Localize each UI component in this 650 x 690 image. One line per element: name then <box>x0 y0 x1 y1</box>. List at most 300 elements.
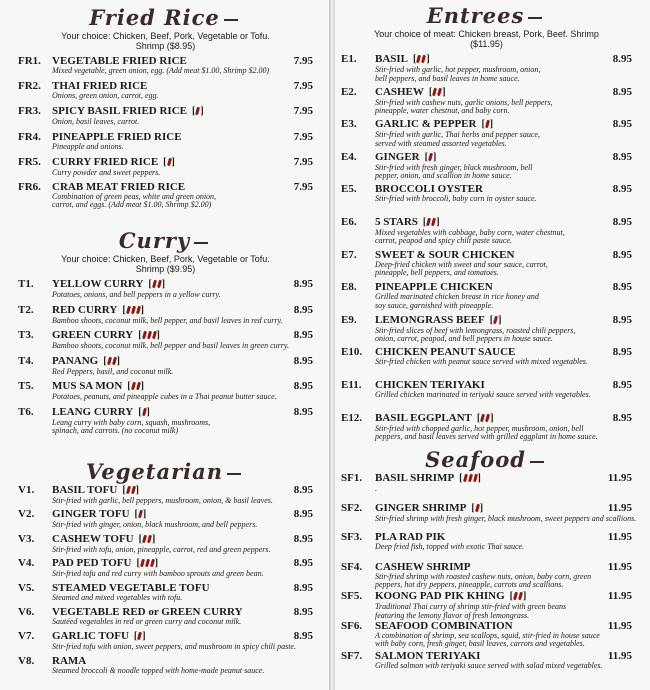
item-name-text: PAD PED TOFU <box>52 557 132 570</box>
item-description: peppers, hot dry peppers, pineapple, carrots and scallions. <box>375 580 564 590</box>
item-price: 11.95 <box>607 501 632 514</box>
item-price: 8.95 <box>612 118 632 131</box>
chili-pepper-icon <box>136 305 141 314</box>
item-code: E5. <box>341 183 357 196</box>
item-name <box>375 314 602 327</box>
item-body <box>375 531 602 552</box>
item-code: V3. <box>18 532 35 545</box>
item-name-text: LEANG CURRY <box>52 405 134 418</box>
item-code: V6. <box>18 605 35 618</box>
item-name-text: LEMONGRASS BEEF <box>375 313 485 326</box>
chili-pepper-icon <box>142 331 147 340</box>
spicy-rating: [ ] <box>481 119 494 131</box>
item-body <box>52 380 283 402</box>
item-code: E11. <box>341 378 362 391</box>
item-description: carrot, and eggs. (Add meat $1.00, Shrimp $2.00) <box>52 200 212 210</box>
item-code: E7. <box>341 248 357 261</box>
section-title <box>18 229 313 253</box>
chili-pepper-icon <box>463 474 468 483</box>
item-description: Stir-fried with broccoli, baby corn in oyster sauce. <box>375 194 537 204</box>
item-name-text: BROCCOLI OYSTER <box>375 183 483 196</box>
chili-pepper-icon <box>131 486 136 495</box>
item-name <box>375 561 602 573</box>
item-price: 8.95 <box>612 248 632 261</box>
spicy-rating: [ ] <box>471 502 484 514</box>
item-price: 8.95 <box>293 354 313 367</box>
item-body <box>375 472 602 494</box>
item-name-text: CHICKEN PEANUT SAUCE <box>375 346 516 359</box>
item-code: T4. <box>18 354 34 367</box>
item-code: V4. <box>18 557 35 570</box>
chili-pepper-icon <box>485 413 490 422</box>
item-price: 8.95 <box>293 605 313 618</box>
item-description: peppers, and basil leaves served with grilled eggplant in home sauce. <box>375 432 598 442</box>
item-body <box>375 314 602 344</box>
chili-pepper-icon <box>513 592 518 601</box>
item-body <box>375 281 602 310</box>
menu-item <box>18 630 313 654</box>
item-description: featuring the lemony flavor of fresh lemongrass. <box>375 610 530 620</box>
item-description: Steamed and mixed vegetables with tofu. <box>52 592 183 602</box>
chili-pepper-icon <box>167 157 172 166</box>
item-name-text: PINEAPPLE CHICKEN <box>375 281 493 294</box>
item-body <box>375 151 602 181</box>
menu-item <box>18 557 313 581</box>
section-title-text: Fried Rice <box>89 5 220 30</box>
item-name <box>52 355 283 368</box>
menu-item <box>18 380 313 406</box>
item-code: E9. <box>341 313 357 326</box>
menu-item <box>18 278 313 304</box>
chili-pepper-icon <box>485 120 490 129</box>
spicy-rating: [ ] <box>127 381 144 392</box>
item-name <box>375 151 602 164</box>
item-description: Onions, green onion, carrot, egg. <box>52 91 159 101</box>
item-description: Stir-fried shrimp with roasted cashew nuts, onion, baby corn, green <box>375 571 592 581</box>
item-price: 8.95 <box>293 484 313 496</box>
menu-item <box>18 582 313 606</box>
item-description: Grilled chicken marinated in teriyaki sauce served with vegetables. <box>375 389 591 399</box>
item-body <box>375 249 602 278</box>
item-description: soy sauce, garnished with pineapple. <box>375 300 494 310</box>
item-code: SF2. <box>341 501 363 514</box>
item-description: Bamboo shoots, coconut milk, bell pepper and basil leaves in green curry. <box>52 341 289 350</box>
item-body <box>375 561 602 590</box>
item-body <box>375 412 602 442</box>
spicy-rating: [ ] <box>413 54 430 65</box>
spicy-rating: [ ] <box>148 279 166 290</box>
item-name <box>375 412 602 425</box>
item-description: served with steamed assorted vegetables. <box>375 138 507 148</box>
section-title-text: Vegetarian <box>86 459 223 484</box>
menu-item <box>18 655 313 679</box>
menu-item <box>341 620 632 650</box>
item-price: 11.95 <box>607 590 632 603</box>
item-body <box>375 346 602 367</box>
item-body <box>52 80 283 101</box>
item-description: Stir-fried chicken with peanut sauce served with mixed vegetables. <box>375 357 588 367</box>
menu-item <box>341 216 632 249</box>
chili-pepper-icon <box>437 87 442 96</box>
spicy-rating: [ ] <box>163 156 175 168</box>
item-body <box>375 183 602 204</box>
spicy-rating: [ ] <box>133 631 146 643</box>
spicy-rating: [ ] <box>136 558 159 570</box>
menu-item <box>341 472 632 502</box>
item-description: bell peppers, and basil leaves in home sauce. <box>375 73 520 83</box>
item-description: Red Peppers, basil, and coconut milk. <box>52 366 174 376</box>
item-description: Stir-fried tofu with onion, sweet peppers, and mushroom in spicy chili paste. <box>52 642 296 652</box>
item-price: 11.95 <box>607 472 632 484</box>
item-name-text: PANANG <box>52 354 99 367</box>
item-body <box>375 379 602 400</box>
spicy-rating: [ ] <box>122 304 144 316</box>
item-price: 11.95 <box>607 619 632 632</box>
chili-pepper-icon <box>126 305 131 314</box>
menu-item <box>18 180 313 210</box>
item-name-text: BASIL SHRIMP <box>375 472 455 484</box>
item-description: Pineapple and onions. <box>52 141 124 151</box>
menu-item <box>341 590 632 620</box>
item-name-text: GINGER SHRIMP <box>375 501 467 514</box>
item-name-text: CASHEW SHRIMP <box>375 560 471 573</box>
title-swash-icon <box>528 17 542 19</box>
item-name-text: 5 STARS <box>375 215 418 228</box>
item-code: FR6. <box>18 180 41 193</box>
item-body <box>375 86 602 116</box>
menu-item <box>341 650 632 680</box>
item-code: V7. <box>18 630 35 643</box>
item-name <box>52 156 283 169</box>
item-body <box>52 105 283 127</box>
item-description: Stir-fried shrimp with fresh ginger, black mushroom, sweet peppers and scallions. <box>375 513 637 523</box>
item-description: A combination of shrimp, sea scallops, squid, stir-fried in house sauce <box>375 630 600 640</box>
item-name-text: VEGETABLE RED or GREEN CURRY <box>52 605 243 618</box>
item-code: E8. <box>341 281 357 294</box>
item-code: SF4. <box>341 560 363 573</box>
item-price: 8.95 <box>612 281 632 294</box>
item-description: Stir-fried with ginger, onion, black mushroom, and bell peppers. <box>52 520 258 530</box>
item-body <box>375 53 602 83</box>
item-description: Mixed vegetable, green onion, egg. (Add meat $1.00, Shrimp $2.00) <box>52 66 270 75</box>
item-name-text: BASIL TOFU <box>52 484 118 496</box>
chili-pepper-icon <box>147 331 152 340</box>
chili-pepper-icon <box>142 407 147 416</box>
item-body <box>52 533 283 555</box>
menu-item-list <box>341 472 637 679</box>
item-description: carrot, peapod and spicy chili paste sauce. <box>375 236 513 246</box>
item-body <box>52 131 283 152</box>
item-body <box>375 590 602 620</box>
item-body <box>52 181 283 210</box>
menu-item <box>18 484 313 508</box>
item-code: SF6. <box>341 619 363 632</box>
section-title-text: Entrees <box>426 3 525 28</box>
item-name-text: BASIL EGGPLANT <box>375 411 472 424</box>
item-price: 8.95 <box>293 380 313 392</box>
item-price: 7.95 <box>293 130 313 143</box>
item-code: SF5. <box>341 590 363 603</box>
item-price: 8.95 <box>612 313 632 326</box>
item-body <box>52 557 283 579</box>
menu-item <box>341 412 632 445</box>
menu-item <box>18 80 313 105</box>
item-body <box>52 630 296 652</box>
item-price: 8.95 <box>612 411 632 424</box>
spicy-rating: [ ] <box>138 406 150 418</box>
chili-pepper-icon <box>140 559 145 568</box>
item-description: Stir-fried with garlic, hot pepper, mushroom, onion, <box>375 65 541 74</box>
item-description: Traditional Thai curry of shrimp stir-fried with green beans <box>375 602 567 612</box>
menu-item <box>18 606 313 630</box>
item-price: 8.95 <box>293 630 313 643</box>
item-name-text: CRAB MEAT FRIED RICE <box>52 180 186 193</box>
item-code: FR3. <box>18 105 41 118</box>
item-body <box>52 278 283 300</box>
chili-pepper-icon <box>137 632 142 641</box>
item-price: 7.95 <box>293 105 313 118</box>
chili-pepper-icon <box>475 503 480 512</box>
item-name-text: GREEN CURRY <box>52 329 134 341</box>
menu-item <box>341 151 632 184</box>
spicy-rating: [ ] <box>122 485 140 496</box>
chili-pepper-icon <box>138 510 143 519</box>
item-name-text: GARLIC & PEPPER <box>375 118 477 131</box>
spicy-rating: [ ] <box>476 412 494 424</box>
item-body <box>52 582 283 603</box>
item-name <box>52 406 283 419</box>
menu-section-fried-rice <box>18 5 313 210</box>
chili-pepper-icon <box>126 486 131 495</box>
item-name <box>52 655 283 667</box>
item-name-text: GINGER TOFU <box>52 508 130 521</box>
menu-item <box>18 533 313 557</box>
item-name <box>375 650 602 662</box>
item-price: 11.95 <box>607 560 632 573</box>
section-choice-note: Your choice of meat: Chicken breast, Pork, Beef. Shrimp ($11.95) <box>374 29 599 49</box>
item-description: Stir-fried tofu and red curry with bamboo sprouts and green bean. <box>52 569 264 579</box>
title-swash-icon <box>530 461 544 463</box>
item-price: 7.95 <box>293 155 313 168</box>
menu-item <box>18 355 313 381</box>
chili-pepper-icon <box>150 559 155 568</box>
item-name-text: SWEET & SOUR CHICKEN <box>375 248 515 261</box>
item-code: FR2. <box>18 80 41 93</box>
item-name-text: THAI FRIED RICE <box>52 80 148 93</box>
spicy-rating: [ ] <box>134 509 147 521</box>
item-name-text: SEAFOOD COMBINATION <box>375 619 513 632</box>
item-description: Stir-fried with chopped garlic, hot pepper, mushroom, onion, bell <box>375 423 584 433</box>
chili-pepper-icon <box>152 331 157 340</box>
item-name <box>375 249 602 261</box>
item-name <box>375 502 602 515</box>
item-description: Onion, basil leaves, carrot. <box>52 117 140 127</box>
menu-item <box>18 508 313 532</box>
chili-pepper-icon <box>468 474 473 483</box>
item-description: Mixed vegetables with cabbage, baby corn, water chestnut, <box>375 227 565 237</box>
item-description: Stir-fried with fresh ginger, black mushroom, bell <box>375 162 533 172</box>
chili-pepper-icon <box>493 315 498 324</box>
item-name-text: MUS SA MON <box>52 380 123 392</box>
chili-pepper-icon <box>107 356 112 365</box>
item-name <box>52 131 283 143</box>
item-price: 8.95 <box>293 303 313 316</box>
item-body <box>52 606 283 627</box>
item-body <box>52 484 283 506</box>
menu-section-curry <box>18 228 313 435</box>
spicy-rating: [ ] <box>138 533 156 545</box>
section-title-text: Curry <box>118 228 191 253</box>
item-description: Sautéed vegetables in red or green curry and coconut milk. <box>52 616 242 626</box>
item-code: SF1. <box>341 472 363 484</box>
spicy-rating: [ ] <box>459 473 481 484</box>
menu-section-entrees <box>341 4 632 444</box>
chili-pepper-icon <box>157 280 162 289</box>
menu-item <box>18 55 313 80</box>
item-description: Deep fried fish, topped with exotic Thai sauce. <box>375 542 525 552</box>
item-code: FR1. <box>18 55 41 67</box>
item-name-text: RED CURRY <box>52 303 118 316</box>
item-code: E10. <box>341 346 363 359</box>
menu-item <box>341 249 632 282</box>
chili-pepper-icon <box>145 559 150 568</box>
item-price: 8.95 <box>612 53 632 65</box>
item-description: Stir-fried slices of beef with lemongrass, roasted chili peppers, <box>375 325 576 335</box>
section-title <box>341 4 632 28</box>
item-price: 8.95 <box>612 346 632 359</box>
item-body <box>52 406 283 436</box>
item-name <box>52 304 283 317</box>
item-description: Bamboo shoots, coconut milk, bell pepper, and basil leaves in red curry. <box>52 315 283 325</box>
spicy-rating: [ ] <box>103 355 120 367</box>
item-price: 8.95 <box>293 329 313 341</box>
menu-item <box>18 329 313 355</box>
item-name <box>52 582 283 594</box>
item-description: pineapple, water chestnut, and baby corn. <box>375 106 510 116</box>
item-name-text: STEAMED VEGETABLE TOFU <box>52 581 210 594</box>
item-description: Stir-fried with cashew nuts, garlic onions, bell peppers, <box>375 97 553 107</box>
item-code: E12. <box>341 411 363 424</box>
item-body <box>52 55 283 76</box>
menu-item <box>341 346 632 379</box>
item-name <box>52 533 283 546</box>
item-body <box>375 650 602 671</box>
item-name-text: CURRY FRIED RICE <box>52 155 159 168</box>
item-description: Deep-fried chicken with sweet and sour sauce, carrot, <box>375 259 548 269</box>
menu-item <box>341 501 637 532</box>
chili-pepper-icon <box>152 280 157 289</box>
menu-item <box>341 86 632 119</box>
item-description: Grilled salmon with teriyaki sauce served with salad mixed vegetables. <box>375 660 603 670</box>
item-body <box>375 620 602 649</box>
section-title-text: Seafood <box>425 447 526 472</box>
item-code: V8. <box>18 654 35 667</box>
item-description: Leang curry with baby corn, squash, mushrooms, <box>52 417 211 427</box>
menu-item <box>341 281 632 314</box>
section-choice-note: Your choice: Chicken, Beef, Pork, Vegetable or Tofu. Shrimp ($8.95) <box>61 31 270 51</box>
item-price: 11.95 <box>607 531 632 544</box>
section-title <box>18 460 313 484</box>
item-description: Combination of green peas, white and green onion, <box>52 191 217 201</box>
item-name <box>375 86 602 99</box>
item-name-text: KOONG PAD PIK KHING <box>375 590 505 603</box>
item-price: 7.95 <box>293 55 313 67</box>
item-code: E6. <box>341 215 357 228</box>
menu-item <box>18 304 313 330</box>
menu-item-list <box>341 53 632 444</box>
menu-item <box>341 561 632 591</box>
item-body <box>52 329 289 351</box>
item-code: E4. <box>341 150 357 163</box>
item-description: Stir-fried with tofu, onion, pineapple, carrot, red and green peppers. <box>52 544 271 554</box>
item-description: pineapple, bell peppers, and tomatoes. <box>375 268 499 278</box>
menu-item-list <box>18 55 313 210</box>
item-body <box>52 304 283 326</box>
spicy-rating: [ ] <box>422 216 440 228</box>
item-description: Potatoes, peanuts, and pineapple cubes in a Thai peanut butter sauce. <box>52 392 277 401</box>
item-name-text: YELLOW CURRY <box>52 278 144 290</box>
spicy-rating: [ ] <box>489 314 502 326</box>
item-description: onion, carrot, peapod, and bell peppers in house sauce. <box>375 334 553 344</box>
item-code: V5. <box>18 581 35 594</box>
title-swash-icon <box>227 473 241 475</box>
item-price: 8.95 <box>612 183 632 196</box>
item-description: Potatoes, onions, and bell peppers in a yellow curry. <box>52 290 221 299</box>
item-price: 8.95 <box>293 532 313 545</box>
menu-item <box>18 405 313 435</box>
item-price: 8.95 <box>293 278 313 290</box>
item-code: V1. <box>18 484 35 496</box>
item-code: T6. <box>18 405 34 418</box>
item-code: FR4. <box>18 130 41 143</box>
item-description: pepper, onion, and scallion in home sauce. <box>375 171 512 181</box>
item-price: 11.95 <box>607 649 632 662</box>
section-title <box>18 6 313 30</box>
title-swash-icon <box>224 19 238 21</box>
chili-pepper-icon <box>131 382 136 391</box>
item-code: SF3. <box>341 531 363 544</box>
item-price: 8.95 <box>612 215 632 228</box>
item-description: Curry powder and sweet peppers. <box>52 167 161 177</box>
menu-item <box>18 131 313 156</box>
menu-item <box>18 156 313 181</box>
item-body <box>52 355 283 377</box>
item-code: E1. <box>341 53 357 65</box>
item-name-text: RAMA <box>52 654 87 667</box>
menu-right-column <box>335 0 650 690</box>
item-code: E2. <box>341 85 357 98</box>
item-body <box>52 156 283 178</box>
menu-item <box>341 118 632 151</box>
chili-pepper-icon <box>428 153 433 162</box>
item-code: T1. <box>18 278 34 290</box>
item-name-text: VEGETABLE FRIED RICE <box>52 55 187 67</box>
item-code: T5. <box>18 380 34 392</box>
item-price: 8.95 <box>612 378 632 391</box>
item-code: SF7. <box>341 649 363 662</box>
spicy-rating: [ ] <box>428 86 446 98</box>
menu-section-seafood <box>341 447 637 679</box>
chili-pepper-icon <box>431 218 436 227</box>
item-price: 8.95 <box>293 557 313 570</box>
item-price: 8.95 <box>612 150 632 163</box>
item-name-text: PINEAPPLE FRIED RICE <box>52 130 182 143</box>
menu-item <box>341 379 632 412</box>
item-price: 8.95 <box>612 85 632 98</box>
spicy-rating: [ ] <box>424 151 437 163</box>
item-price: 8.95 <box>293 581 313 594</box>
item-name-text: SPICY BASIL FRIED RICE <box>52 105 187 118</box>
